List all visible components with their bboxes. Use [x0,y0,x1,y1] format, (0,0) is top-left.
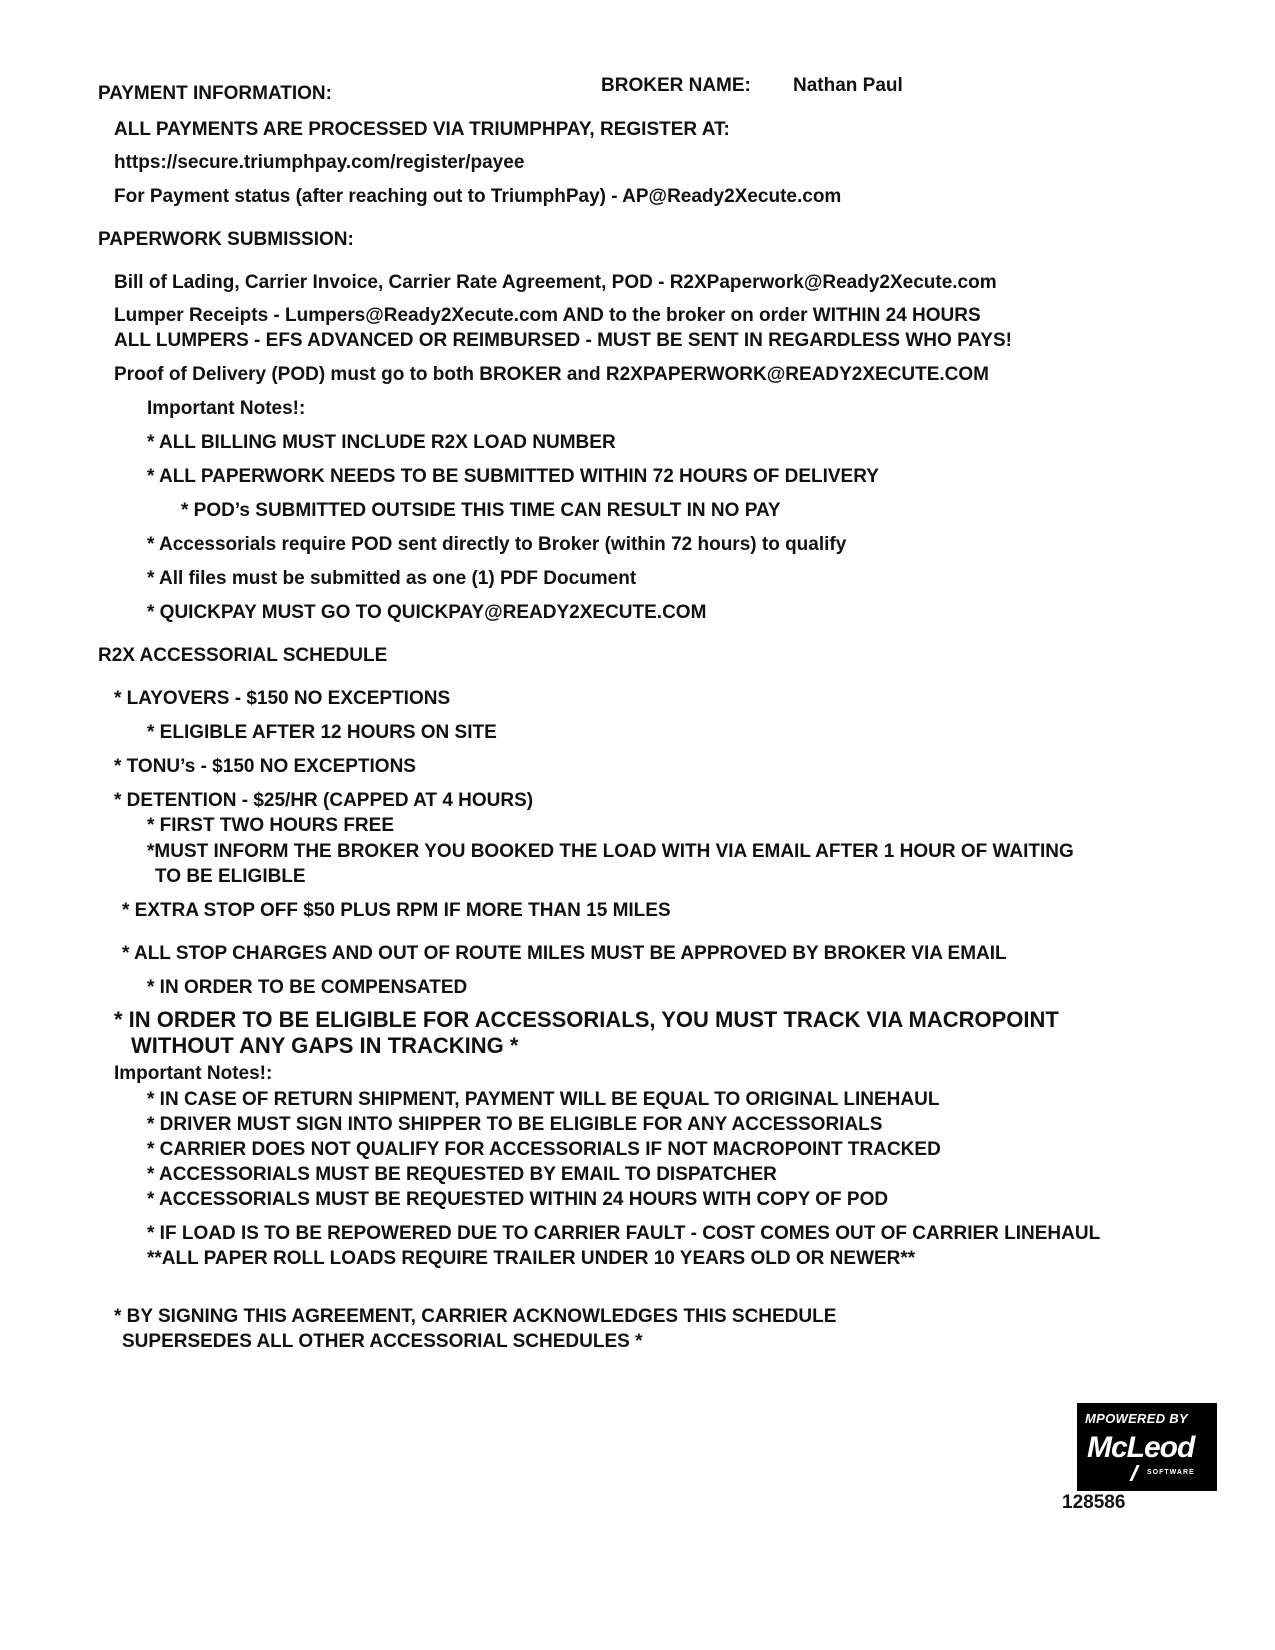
accessorial-item: * EXTRA STOP OFF $50 PLUS RPM IF MORE THAN 15 MILES [122,900,671,921]
payment-register-url[interactable]: https://secure.triumphpay.com/register/payee [114,152,525,173]
accessorial-item: * IN ORDER TO BE COMPENSATED [147,977,468,998]
accessorial-item: * ELIGIBLE AFTER 12 HOURS ON SITE [147,722,497,743]
accessorial-item: * ALL STOP CHARGES AND OUT OF ROUTE MILES MUST BE APPROVED BY BROKER VIA EMAIL [122,943,1007,964]
paperwork-note: * Accessorials require POD sent directly to Broker (within 72 hours) to qualify [147,534,847,555]
tracking-notice-line-1: * IN ORDER TO BE ELIGIBLE FOR ACCESSORIALS, YOU MUST TRACK VIA MACROPOINT [114,1007,1059,1032]
agreement-line-1: * BY SIGNING THIS AGREEMENT, CARRIER ACKNOWLEDGES THIS SCHEDULE [114,1306,837,1327]
accessorial-item: TO BE ELIGIBLE [155,866,306,887]
payment-line-1: ALL PAYMENTS ARE PROCESSED VIA TRIUMPHPAY, REGISTER AT: [114,119,730,140]
paperwork-note: * ALL PAPERWORK NEEDS TO BE SUBMITTED WITHIN 72 HOURS OF DELIVERY [147,466,879,487]
accessorial-item: * DETENTION - $25/HR (CAPPED AT 4 HOURS) [114,790,534,811]
paperwork-note: * All files must be submitted as one (1) PDF Document [147,568,637,589]
accessorial-item: * LAYOVERS - $150 NO EXCEPTIONS [114,688,451,709]
logo-powered-by: MPOWERED BY [1085,1411,1188,1426]
payment-status-line: For Payment status (after reaching out to TriumphPay) - AP@Ready2Xecute.com [114,186,842,207]
accessorial-item: * FIRST TWO HOURS FREE [147,815,394,836]
paperwork-note: * ALL BILLING MUST INCLUDE R2X LOAD NUMBER [147,432,616,453]
document-number: 128586 [1062,1492,1126,1513]
logo-name: McLeod [1087,1431,1195,1464]
paperwork-notes-heading: Important Notes!: [147,398,306,419]
accessorial-note: * IF LOAD IS TO BE REPOWERED DUE TO CARRIER FAULT - COST COMES OUT OF CARRIER LINEHAUL [147,1223,1101,1244]
broker-name-label: BROKER NAME: [601,75,751,96]
payment-heading: PAYMENT INFORMATION: [98,83,332,104]
broker-name-value: Nathan Paul [793,75,903,96]
agreement-line-2: SUPERSEDES ALL OTHER ACCESSORIAL SCHEDULES * [122,1331,643,1352]
accessorial-item: *MUST INFORM THE BROKER YOU BOOKED THE LOAD WITH VIA EMAIL AFTER 1 HOUR OF WAITING [147,841,1074,862]
accessorial-notes-heading: Important Notes!: [114,1063,273,1084]
paperwork-line-1: Bill of Lading, Carrier Invoice, Carrier Rate Agreement, POD - R2XPaperwork@Ready2Xecute.com [114,272,997,293]
accessorial-item: * TONU’s - $150 NO EXCEPTIONS [114,756,416,777]
paperwork-line-2: Lumper Receipts - Lumpers@Ready2Xecute.com AND to the broker on order WITHIN 24 HOURS [114,305,981,326]
accessorial-note: * IN CASE OF RETURN SHIPMENT, PAYMENT WILL BE EQUAL TO ORIGINAL LINEHAUL [147,1089,940,1110]
mcleod-logo [1077,1403,1217,1491]
paperwork-line-4: Proof of Delivery (POD) must go to both BROKER and R2XPAPERWORK@READY2XECUTE.COM [114,364,989,385]
accessorial-note: * ACCESSORIALS MUST BE REQUESTED WITHIN 24 HOURS WITH COPY OF POD [147,1189,889,1210]
accessorial-heading: R2X ACCESSORIAL SCHEDULE [98,645,388,666]
accessorial-note: * ACCESSORIALS MUST BE REQUESTED BY EMAIL TO DISPATCHER [147,1164,777,1185]
paperwork-note: * QUICKPAY MUST GO TO QUICKPAY@READY2XECUTE.COM [147,602,707,623]
accessorial-note: * CARRIER DOES NOT QUALIFY FOR ACCESSORIALS IF NOT MACROPOINT TRACKED [147,1139,941,1160]
tracking-notice-line-2: WITHOUT ANY GAPS IN TRACKING * [131,1033,519,1058]
paperwork-line-3: ALL LUMPERS - EFS ADVANCED OR REIMBURSED - MUST BE SENT IN REGARDLESS WHO PAYS! [114,330,1012,351]
accessorial-note: * DRIVER MUST SIGN INTO SHIPPER TO BE ELIGIBLE FOR ANY ACCESSORIALS [147,1114,883,1135]
paperwork-heading: PAPERWORK SUBMISSION: [98,229,354,250]
paperwork-note: * POD’s SUBMITTED OUTSIDE THIS TIME CAN RESULT IN NO PAY [181,500,781,521]
logo-sub: SOFTWARE [1147,1469,1195,1476]
accessorial-note: **ALL PAPER ROLL LOADS REQUIRE TRAILER UNDER 10 YEARS OLD OR NEWER** [147,1248,916,1269]
logo-slash-icon [1129,1465,1139,1481]
